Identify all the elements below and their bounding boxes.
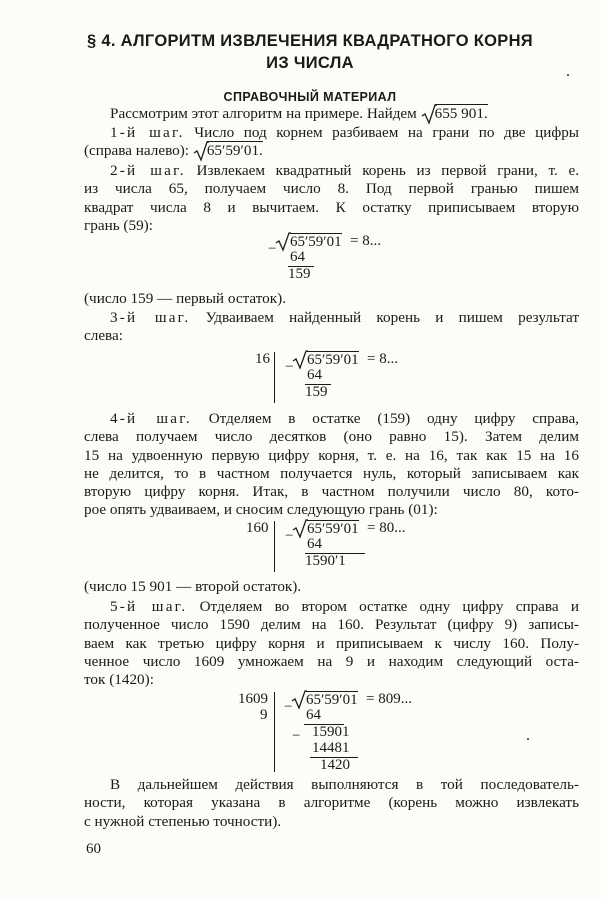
calc1-radicand: 65′59′01 [290, 234, 342, 250]
calc2-result: = 8... [367, 351, 398, 367]
calc3-bar [274, 521, 275, 572]
calc4-result: = 809... [366, 691, 412, 707]
step4-line-3: 15 на удвоенную первую цифру корня, т. е. на 16, так как 15 на 16 [84, 446, 579, 464]
radical-sign-icon [291, 690, 307, 710]
minus-sign: − [292, 728, 301, 744]
step1-radical [193, 142, 263, 160]
intro-radicand: 655 901. [434, 105, 488, 122]
section-subtitle: СПРАВОЧНЫЙ МАТЕРИАЛ [223, 90, 397, 104]
speck-mark [567, 74, 569, 76]
calc4-side-1: 1609 [238, 691, 268, 707]
note1-paragraph [84, 290, 579, 308]
step4-line-2: слева получаем число десятков (оно равно 15). Затем делим [84, 428, 579, 446]
step1-radicand: 65′59′01. [206, 142, 263, 160]
step4-line-6: рое опять удваиваем, и сносим следующую грань (01): [84, 501, 438, 519]
calc4-subtrahend: 64 [306, 707, 321, 723]
calc4-side-2: 9 [260, 707, 268, 723]
intro-paragraph [110, 105, 579, 123]
section-title [60, 30, 560, 74]
step4-line-4: не делится, то в частном получается нуль, который записываем как [84, 464, 579, 482]
step2-label: 2-й шаг. [110, 162, 186, 179]
calc1-result: = 8... [350, 233, 381, 249]
speck-mark [527, 738, 529, 740]
step5-text-1: Отделяем во втором остатке одну цифру справа и [199, 598, 579, 615]
calc4-radicand: 65′59′01 [306, 692, 358, 708]
calc4-bar [274, 692, 275, 772]
step4-paragraph [84, 410, 579, 520]
step2-line-2: из числа 65, получаем число 8. Под первой гранью пишем [84, 180, 579, 198]
step5-line-4: ченное число 1609 умножаем на 9 и находим следующий оста- [84, 652, 579, 670]
step4-line-5: вторую цифру корня. Итак, в частном получили число 80, кото- [84, 483, 579, 501]
radical-sign-icon [275, 232, 291, 252]
step5-line-3: ваем как третью цифру корня и приписываем к числу 160. Полу- [84, 634, 579, 652]
calc1-remainder: 159 [288, 266, 311, 282]
step4-label: 4-й шаг. [110, 410, 192, 427]
section-title-line-1: § 4. АЛГОРИТМ ИЗВЛЕЧЕНИЯ КВАДРАТНОГО КОРНЯ [87, 32, 533, 50]
step2-text-1: Извлекаем квадратный корень из первой грани, т. е. [196, 162, 579, 179]
calc2-side: 16 [255, 351, 270, 367]
step3-text-1: Удваиваем найденный корень и пишем результат [205, 309, 580, 326]
minus-sign: − [285, 528, 294, 544]
step2-line-3: квадрат числа 8 и вычитаем. К остатку приписываем вторую [84, 198, 579, 216]
step1-label: 1-й шаг. [110, 124, 185, 141]
minus-sign: − [284, 699, 293, 715]
step1-text-2: (справа налево): [84, 142, 190, 160]
page-number: 60 [86, 841, 101, 857]
note1-text: (число 159 — первый остаток). [84, 290, 287, 307]
step5-line-1 [84, 598, 579, 616]
calc4-subtrahend-2: 14481 [312, 740, 350, 756]
step2-line-1 [84, 162, 579, 180]
intro-radical [421, 105, 488, 123]
conclusion-line-1: В дальнейшем действия выполняются в той последователь- [110, 776, 579, 793]
step1-paragraph [84, 124, 579, 161]
radical-sign-icon [292, 519, 308, 539]
calc-step5 [236, 690, 446, 776]
note2-paragraph [84, 578, 579, 596]
radical-sign-icon [421, 104, 437, 125]
calc2-remainder: 159 [305, 384, 328, 400]
step5-line-2: полученное число 1590 делим на 160. Результат (цифру 9) записы- [84, 616, 579, 634]
calc3-remainder: 1590′1 [305, 553, 346, 569]
step5-label: 5-й шаг. [110, 598, 188, 615]
step4-text-1: Отделяем в остатке (159) одну цифру справа, [208, 410, 579, 427]
step1-line-2 [84, 142, 579, 160]
conclusion-paragraph [84, 776, 579, 831]
step3-label: 3-й шаг. [110, 309, 191, 326]
minus-sign: − [268, 241, 277, 257]
calc3-result: = 80... [367, 520, 406, 536]
calc-step4 [241, 519, 441, 575]
calc2-radicand: 65′59′01 [307, 352, 359, 368]
calc-step2 [255, 232, 415, 287]
intro-text: Рассмотрим этот алгоритм на примере. Найдем [110, 105, 417, 122]
note2-text: (число 15 901 — второй остаток). [84, 578, 302, 595]
step2-paragraph [84, 162, 579, 235]
step3-line-1 [84, 309, 579, 327]
step3-line-2: слева: [84, 327, 123, 345]
calc3-side: 160 [246, 520, 269, 536]
conclusion-line-2: ности, которая указана в алгоритме (корень можно извлекать [84, 794, 579, 812]
calc-step3 [250, 350, 430, 406]
step1-line-1 [84, 124, 579, 142]
step1-text: Число под корнем разбиваем на грани по две цифры [194, 124, 579, 141]
calc2-bar [274, 352, 275, 403]
calc3-radicand: 65′59′01 [307, 521, 359, 537]
calc4-remainder-1: 15901 [312, 724, 350, 740]
calc4-remainder-2: 1420 [320, 757, 350, 773]
step5-line-5: ток (1420): [84, 671, 154, 689]
step5-paragraph [84, 598, 579, 689]
step3-paragraph [84, 309, 579, 346]
calc2-subtrahend: 64 [307, 367, 322, 383]
calc1-subtrahend: 64 [290, 249, 305, 265]
radical-sign-icon [292, 350, 308, 370]
conclusion-line-3: с нужной степенью точности). [84, 812, 282, 830]
step2-line-4: грань (59): [84, 216, 153, 234]
step4-line-1 [84, 410, 579, 428]
calc3-subtrahend: 64 [307, 536, 322, 552]
section-title-line-2: ИЗ ЧИСЛА [266, 54, 354, 72]
minus-sign: − [285, 359, 294, 375]
radical-sign-icon [193, 141, 209, 162]
